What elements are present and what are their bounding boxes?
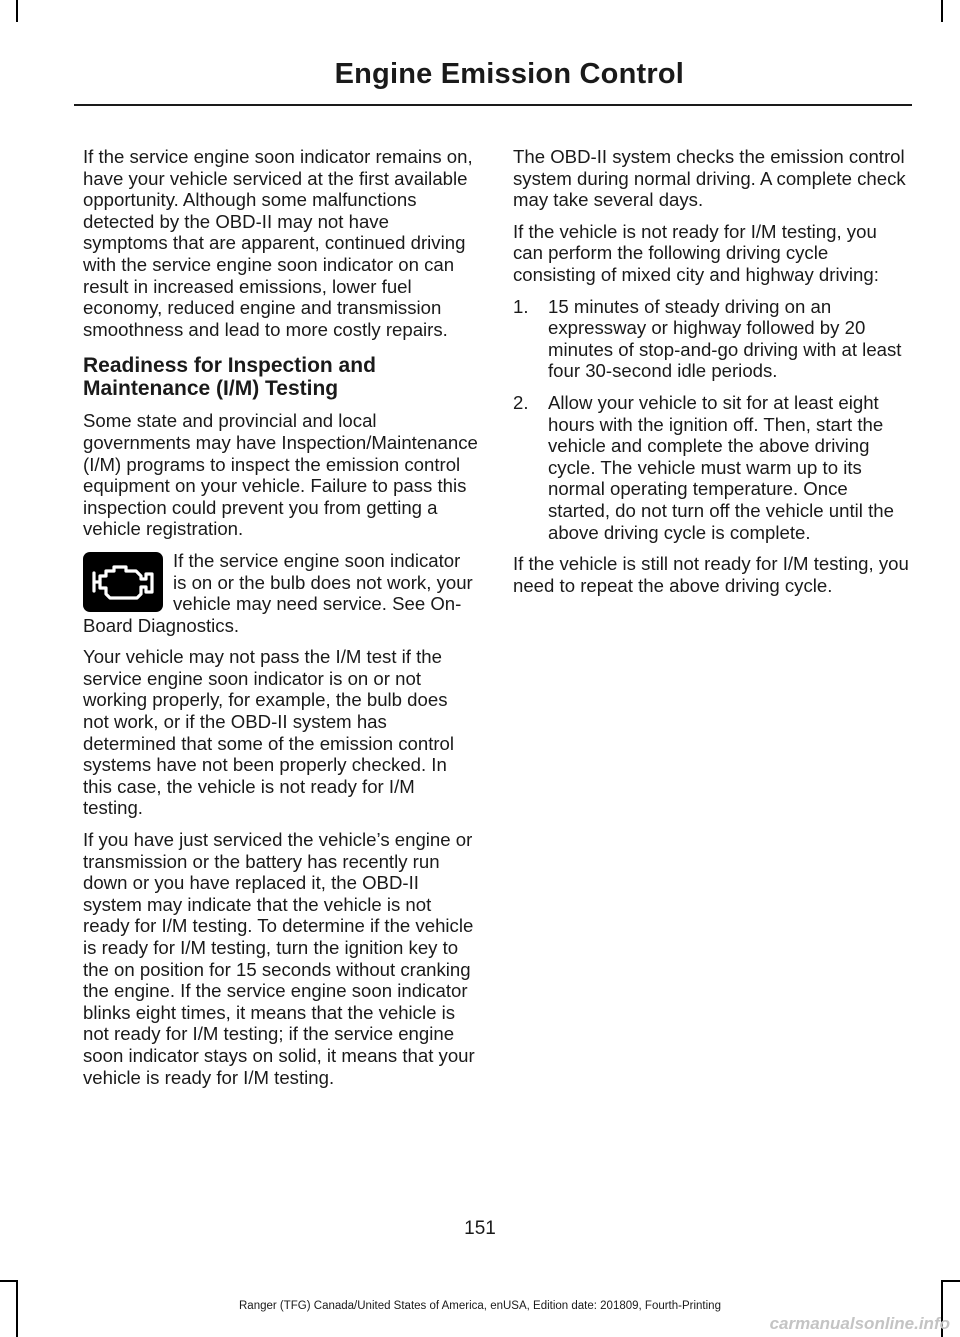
paragraph-im-test: Your vehicle may not pass the I/M test if the service engine soon indicator is on or not working properly, for example, the bulb does not work, or if the OBD-II system has determined that some of the emission control systems have not been properly checked. In this case, the vehicle is not ready for I/M testing. [83,646,455,819]
list-item [513,392,909,543]
paragraph-service-indicator: If the service engine soon indicator remains on, have your vehicle serviced at the first available opportunity. Although some malfunctions detected by the OBD-II may not have symptoms that are apparent, continued driving with the service engine soon indicator on can result in increased emissions, lower fuel economy, reduced engine and transmission smoothness and lead to more costly repairs. [83,146,473,340]
paragraph-indicator-on: If the service engine soon indicator is on or the bulb does not work, your vehicle may need service. See On-Board Diagnostics. [83,549,473,636]
list-item [513,296,909,382]
page-title: Engine Emission Control [334,58,684,90]
icon-paragraph [83,550,478,636]
driving-cycle-steps [513,296,909,544]
crop-mark-top-left [16,0,18,22]
left-column [83,146,478,1098]
crop-mark-bottom-right-h [941,1280,960,1282]
crop-mark-top-right [941,0,943,22]
paragraph-im-programs: Some state and provincial and local governments may have Inspection/Maintenance (I/M) programs to inspect the emission control equipment on your vehicle. Failure to pass this inspection could prevent you from getting a vehicle registration. [83,410,478,540]
engine-check-icon [83,552,163,612]
step-number: 1. [513,295,529,317]
watermark: carmanualsonline.info [769,1314,950,1333]
right-column [513,146,909,606]
header-divider [74,104,912,106]
paragraph-obd-check: The OBD-II system checks the emission control system during normal driving. A complete check may take several days. [513,146,906,211]
paragraph-driving-cycle-intro: If the vehicle is not ready for I/M testing, you can perform the following driving cycle consisting of mixed city and highway driving: [513,220,879,285]
section-heading: Readiness for Inspection and Maintenance (I/M) Testing [83,354,376,401]
step-text: 15 minutes of steady driving on an expressway or highway followed by 20 minutes of stop-and-go driving with at least four 30-second idle periods. [548,295,902,382]
step-number: 2. [513,391,529,413]
page-number: 151 [464,1218,496,1239]
edition-footer: Ranger (TFG) Canada/United States of America, enUSA, Edition date: 201809, Fourth-Printing [239,1300,721,1312]
paragraph-repeat-cycle: If the vehicle is still not ready for I/M testing, you need to repeat the above driving cycle. [513,553,909,596]
paragraph-recent-service: If you have just serviced the vehicle’s engine or transmission or the battery has recently run down or you have replaced it, the OBD-II system may indicate that the vehicle is not ready for I/M testing. To determine if the vehicle is ready for I/M testing, turn the ignition key to the on position for 15 seconds without cranking the engine. If the service engine soon indicator blinks eight times, it means that the vehicle is not ready for I/M testing; if the service engine soon indicator stays on solid, it means that your vehicle is ready for I/M testing. [83,829,475,1088]
crop-mark-bottom-left-h [0,1280,18,1282]
step-text: Allow your vehicle to sit for at least eight hours with the ignition off. Then, start the vehicle and complete the above driving cycle. The vehicle must warm up to its normal operating temperature. Once started, do not turn off the vehicle until the above driving cycle is complete. [548,391,894,543]
